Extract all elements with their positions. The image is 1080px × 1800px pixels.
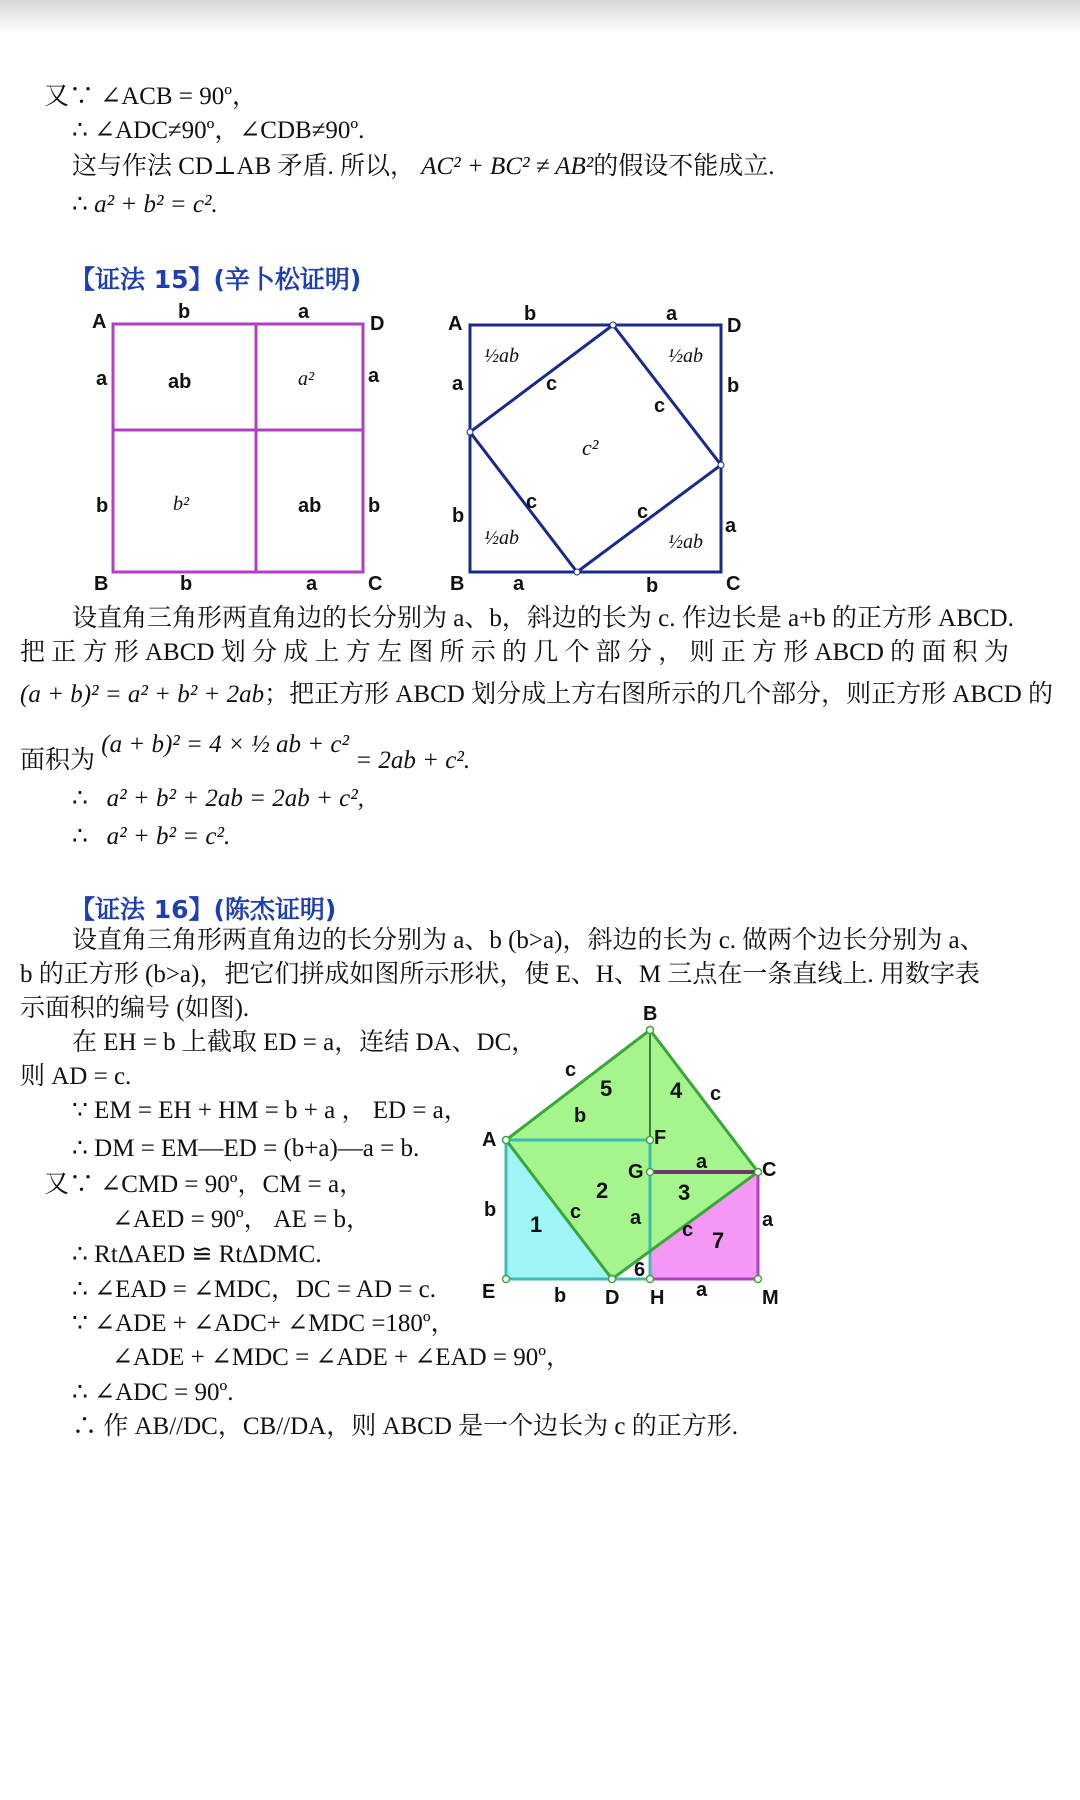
svg-text:M: M — [762, 1287, 779, 1309]
text-line: 又∵ ∠ACB = 90º， — [44, 83, 257, 110]
svg-text:c: c — [565, 1059, 577, 1081]
svg-text:G: G — [628, 1161, 644, 1183]
svg-text:6: 6 — [634, 1259, 646, 1281]
svg-text:E: E — [482, 1281, 496, 1303]
svg-text:b: b — [96, 495, 109, 517]
svg-text:½ab: ½ab — [484, 345, 519, 367]
label-D: D — [370, 313, 385, 335]
text-line: 则 AD = c. — [20, 1063, 132, 1090]
svg-text:b: b — [180, 573, 193, 595]
svg-text:ab: ab — [168, 371, 192, 393]
text-line: b 的正方形 (b>a)，把它们拼成如图所示形状，使 E、H、M 三点在一条直线上. 用数字表 — [20, 961, 980, 988]
svg-text:a: a — [696, 1279, 708, 1301]
svg-text:a: a — [96, 368, 108, 390]
svg-text:ab: ab — [298, 495, 322, 517]
label-A: A — [92, 311, 107, 333]
svg-text:5: 5 — [600, 1076, 613, 1101]
formula: = 2ab + c². — [355, 747, 471, 774]
formula: a² + b² = c². — [106, 823, 231, 850]
formula: (a + b)² = a² + b² + 2ab — [20, 681, 265, 708]
svg-text:3: 3 — [678, 1180, 691, 1205]
text-line: 又∵ ∠CMD = 90º，CM = a， — [44, 1171, 365, 1198]
svg-text:1: 1 — [530, 1212, 543, 1237]
text-line — [72, 822, 230, 852]
text-line: ∠AED = 90º， AE = b， — [112, 1206, 371, 1233]
formula: (a + b)² = 4 × ½ ab + c² — [101, 731, 349, 758]
svg-text:C: C — [762, 1159, 777, 1181]
text: 面积为 — [20, 747, 96, 774]
svg-text:a: a — [452, 373, 464, 395]
text-line: ∴ 作 AB//DC，CB//DA，则 ABCD 是一个边长为 c 的正方形. — [72, 1413, 739, 1440]
svg-text:½ab: ½ab — [668, 345, 703, 367]
svg-text:b: b — [727, 375, 740, 397]
svg-text:a: a — [306, 573, 318, 595]
text: 的假设不能成立. — [593, 153, 775, 180]
svg-text:H: H — [650, 1287, 665, 1309]
label-B: B — [94, 573, 109, 595]
formula: a² + b² = c². — [94, 191, 218, 218]
svg-text:C: C — [726, 573, 741, 595]
square-outline — [113, 324, 363, 572]
text-line — [72, 784, 364, 814]
svg-text:D: D — [605, 1287, 620, 1309]
right-square-figure — [440, 300, 760, 600]
svg-text:a: a — [298, 301, 310, 323]
top-shadow — [0, 0, 1080, 34]
svg-text:½ab: ½ab — [484, 527, 519, 549]
text-line: 把 正 方 形 ABCD 划 分 成 上 方 左 图 所 示 的 几 个 部 分 ， 则 正 方 形 ABCD 的 面 积 为 — [20, 639, 1009, 666]
svg-text:A: A — [448, 313, 463, 335]
svg-text:a: a — [630, 1207, 642, 1229]
text-line: 在 EH = b 上截取 ED = a，连结 DA、DC， — [72, 1029, 537, 1056]
text: ；把正方形 ABCD 划分成上方右图所示的几个部分，则正方形 ABCD 的 — [264, 681, 1054, 708]
text-line: ∵ EM = EH + HM = b + a ， ED = a， — [72, 1097, 469, 1124]
text-line: ∴ RtΔAED ≌ RtΔDMC. — [72, 1241, 322, 1268]
svg-text:A: A — [482, 1129, 497, 1151]
text: 这与作法 CD⊥AB 矛盾. 所以， — [72, 153, 415, 180]
text-line — [72, 190, 218, 220]
svg-text:c: c — [682, 1219, 694, 1241]
svg-text:b: b — [368, 495, 381, 517]
proof16-figure — [470, 1000, 800, 1320]
svg-text:½ab: ½ab — [668, 531, 703, 553]
therefore-symbol: ∴ — [72, 191, 88, 218]
svg-text:b: b — [484, 1199, 497, 1221]
svg-text:c²: c² — [582, 435, 599, 460]
svg-text:B: B — [643, 1003, 658, 1025]
svg-text:a: a — [725, 515, 737, 537]
svg-text:c: c — [546, 373, 558, 395]
text-line: ∵ ∠ADE + ∠ADC+ ∠MDC =180º， — [72, 1310, 456, 1337]
therefore-symbol: ∴ — [72, 785, 88, 812]
svg-text:b: b — [574, 1105, 587, 1127]
text-line — [72, 152, 775, 182]
svg-text:b²: b² — [173, 493, 189, 515]
therefore-symbol: ∴ — [72, 823, 88, 850]
svg-text:c: c — [637, 501, 649, 523]
text-line: ∴ ∠ADC = 90º. — [72, 1379, 234, 1406]
svg-text:F: F — [654, 1127, 667, 1149]
text-line: 设直角三角形两直角边的长分别为 a、b (b>a)，斜边的长为 c. 做两个边长分别为 a、 — [72, 927, 985, 954]
svg-text:b: b — [646, 575, 659, 597]
svg-text:c: c — [654, 395, 666, 417]
text-line: ∠ADE + ∠MDC = ∠ADE + ∠EAD = 90º， — [112, 1344, 572, 1371]
svg-text:b: b — [524, 303, 537, 325]
formula: AC² + BC² ≠ AB² — [421, 153, 594, 180]
svg-text:a: a — [762, 1209, 774, 1231]
label-C: C — [368, 573, 383, 595]
svg-text:b: b — [452, 505, 465, 527]
section-heading-16: 【证法 16】(陈杰证明) — [70, 895, 337, 924]
text-line: 设直角三角形两直角边的长分别为 a、b，斜边的长为 c. 作边长是 a+b 的正方形 ABCD. — [72, 605, 1014, 632]
svg-text:B: B — [450, 573, 465, 595]
svg-text:c: c — [526, 491, 538, 513]
text-line: ∴ DM = EM—ED = (b+a)—a = b. — [72, 1135, 420, 1162]
svg-text:a: a — [696, 1151, 708, 1173]
svg-text:D: D — [727, 315, 742, 337]
svg-text:a: a — [368, 365, 380, 387]
svg-text:b: b — [178, 301, 191, 323]
section-heading-15: 【证法 15】(辛卜松证明) — [70, 265, 362, 294]
svg-text:2: 2 — [596, 1178, 609, 1203]
formula: a² + b² + 2ab = 2ab + c², — [106, 785, 364, 812]
svg-text:4: 4 — [670, 1078, 683, 1103]
text-line — [20, 731, 471, 776]
svg-text:c: c — [570, 1201, 582, 1223]
svg-text:a²: a² — [298, 368, 314, 390]
svg-text:c: c — [710, 1083, 722, 1105]
text-line: ∴ ∠EAD = ∠MDC，DC = AD = c. — [72, 1276, 436, 1303]
text-line: ∴ ∠ADC≠90º，∠CDB≠90º. — [72, 117, 365, 144]
left-square-figure — [80, 300, 400, 600]
text-line — [20, 680, 1053, 710]
svg-text:b: b — [554, 1285, 567, 1307]
svg-text:7: 7 — [712, 1228, 725, 1253]
svg-text:a: a — [666, 303, 678, 325]
svg-text:a: a — [513, 573, 525, 595]
text-line: 示面积的编号 (如图). — [20, 995, 250, 1022]
